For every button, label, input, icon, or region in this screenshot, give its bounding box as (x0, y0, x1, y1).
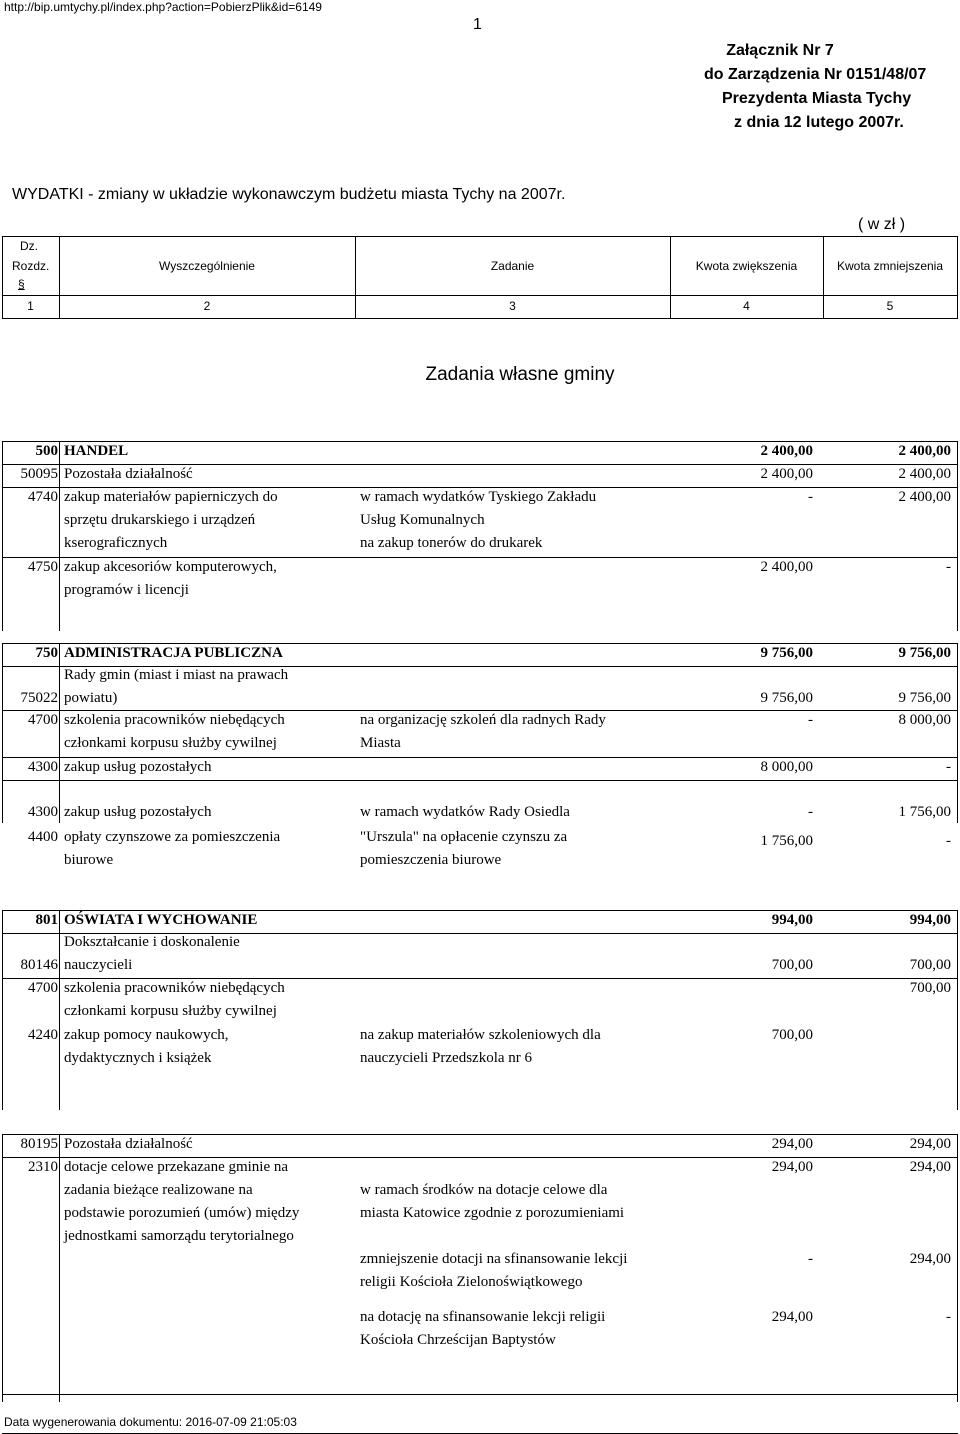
header-num-3: 3 (509, 299, 516, 313)
row-description: zakup akcesoriów komputerowych, (64, 559, 277, 575)
amount-decrease: - (946, 833, 951, 849)
row-rule (2, 487, 958, 488)
column-rule (2, 1134, 3, 1402)
row-code: 500 (35, 443, 58, 459)
page-number: 1 (473, 16, 482, 33)
amount-decrease: 700,00 (909, 980, 951, 996)
document-title: WYDATKI - zmiany w układzie wykonawczym budżetu miasta Tychy na 2007r. (12, 186, 566, 203)
amount-decrease: 9 756,00 (898, 645, 951, 661)
column-rule (2, 643, 3, 823)
column-rule (957, 441, 958, 631)
amount-decrease: - (946, 559, 951, 575)
section-title: Zadania własne gminy (425, 364, 615, 385)
row-description: powiatu) (64, 690, 118, 706)
column-rule (59, 910, 60, 1110)
row-code: 4700 (28, 712, 58, 728)
column-rule (59, 643, 60, 823)
row-task: w ramach wydatków Rady Osiedla (360, 804, 570, 820)
amount-decrease: 1 756,00 (898, 804, 951, 820)
column-rule (2, 441, 3, 631)
amount-decrease: 9 756,00 (898, 690, 951, 706)
row-description: opłaty czynszowe za pomieszczenia (64, 829, 281, 845)
amount-increase: 700,00 (771, 957, 813, 973)
amount-increase: 994,00 (771, 912, 813, 928)
row-description: kserograficznych (64, 535, 168, 551)
amount-decrease: 8 000,00 (898, 712, 951, 728)
column-rule (957, 643, 958, 823)
header-num-4: 4 (743, 299, 750, 313)
amount-increase: 2 400,00 (760, 559, 813, 575)
amount-decrease: 2 400,00 (898, 489, 951, 505)
row-code: 4700 (28, 980, 58, 996)
row-description: sprzętu drukarskiego i urządzeń (64, 512, 256, 528)
header-num-2: 2 (203, 299, 211, 313)
header-kwota-zwiekszenia: Kwota zwiększenia (695, 259, 798, 273)
row-code: 4240 (28, 1027, 58, 1043)
row-description: zakup usług pozostałych (64, 804, 212, 820)
row-code: 50095 (20, 466, 58, 482)
row-description: członkami korpusu służby cywilnej (64, 1003, 277, 1019)
row-rule (2, 1134, 958, 1135)
header-zadanie: Zadanie (490, 259, 535, 273)
amount-increase: 2 400,00 (760, 443, 813, 459)
row-task: zmniejszenie dotacji na sfinansowanie lekcji (360, 1251, 628, 1267)
row-task: Miasta (360, 735, 401, 751)
amount-increase: 9 756,00 (760, 690, 813, 706)
header-kwota-zmniejszenia: Kwota zmniejszenia (836, 259, 944, 273)
amount-decrease: 294,00 (909, 1159, 951, 1175)
row-description: szkolenia pracowników niebędących (64, 712, 285, 728)
column-rule (59, 1134, 60, 1402)
header-wyszczegolnienie: Wyszczególnienie (159, 259, 255, 273)
header-bottom-border (2, 318, 958, 319)
generation-date: Data wygenerowania dokumentu: 2016-07-09 21:05:03 (4, 1415, 297, 1429)
row-description: szkolenia pracowników niebędących (64, 980, 285, 996)
row-rule (2, 910, 958, 911)
row-description: zakup materiałów papierniczych do (64, 489, 278, 505)
header-rozdz: Rozdz. (12, 259, 50, 273)
row-task: Usług Komunalnych (360, 512, 485, 528)
amount-increase: 294,00 (771, 1136, 813, 1152)
row-code: 4400 (28, 829, 58, 845)
header-col-border (957, 236, 958, 318)
header-num-5: 5 (886, 299, 894, 313)
row-code: 75022 (20, 690, 58, 706)
row-code: 750 (35, 645, 58, 661)
row-task: nauczycieli Przedszkola nr 6 (360, 1050, 533, 1066)
row-description: Pozostała działalność (64, 1136, 193, 1152)
row-rule (2, 978, 958, 979)
header-mid-border (2, 295, 958, 296)
row-rule (2, 757, 958, 758)
column-rule (957, 1134, 958, 1402)
amount-increase: - (808, 712, 813, 728)
amount-increase: 294,00 (771, 1309, 813, 1325)
row-task: na organizację szkoleń dla radnych Rady (360, 712, 606, 728)
row-code: 4750 (28, 559, 58, 575)
row-description: OŚWIATA I WYCHOWANIE (64, 912, 258, 928)
row-rule (2, 464, 958, 465)
row-description: dotacje celowe przekazane gminie na (64, 1159, 289, 1175)
source-url: http://bip.umtychy.pl/index.php?action=PobierzPlik&id=6149 (4, 0, 322, 14)
row-rule (2, 780, 958, 781)
row-task: na dotację na sfinansowanie lekcji religii (360, 1309, 606, 1325)
row-description: ADMINISTRACJA PUBLICZNA (64, 645, 283, 661)
annex-line-4: z dnia 12 lutego 2007r. (734, 114, 904, 131)
row-description: Dokształcanie i doskonalenie (64, 934, 240, 950)
row-rule (2, 710, 958, 711)
row-code: 4300 (28, 759, 58, 775)
row-code: 4740 (28, 489, 58, 505)
amount-increase: - (808, 1251, 813, 1267)
amount-increase: 294,00 (771, 1159, 813, 1175)
row-description: biurowe (64, 852, 114, 868)
row-description: zadania bieżące realizowane na (64, 1182, 253, 1198)
amount-increase: - (808, 804, 813, 820)
row-code: 4300 (28, 804, 58, 820)
row-description: HANDEL (64, 443, 129, 459)
row-rule (2, 1157, 958, 1158)
amount-increase: 9 756,00 (760, 645, 813, 661)
row-code: 80146 (20, 957, 58, 973)
amount-decrease: 2 400,00 (898, 466, 951, 482)
unit-label: ( w zł ) (858, 216, 906, 233)
amount-decrease: 700,00 (909, 957, 951, 973)
header-num-1: 1 (27, 299, 34, 313)
row-code: 801 (35, 912, 58, 928)
header-dz: Dz. (20, 239, 38, 253)
header-paragraph: § (18, 277, 25, 291)
row-code: 2310 (28, 1159, 58, 1175)
amount-increase: 2 400,00 (760, 466, 813, 482)
row-description: zakup pomocy naukowych, (64, 1027, 229, 1043)
amount-increase: 1 756,00 (760, 833, 813, 849)
amount-decrease: 994,00 (909, 912, 951, 928)
row-task: miasta Katowice zgodnie z porozumieniami (360, 1205, 625, 1221)
annex-line-3: Prezydenta Miasta Tychy (722, 90, 912, 107)
row-task: w ramach wydatków Tyskiego Zakładu (360, 489, 597, 505)
row-rule (2, 643, 958, 644)
amount-decrease: - (946, 1309, 951, 1325)
row-task: "Urszula" na opłacenie czynszu za (360, 829, 568, 845)
annex-line-1: Załącznik Nr 7 (726, 42, 834, 59)
row-description: zakup usług pozostałych (64, 759, 212, 775)
row-task: na zakup tonerów do drukarek (360, 535, 543, 551)
row-description: programów i licencji (64, 582, 189, 598)
row-description: dydaktycznych i książek (64, 1050, 212, 1066)
amount-decrease: 294,00 (909, 1136, 951, 1152)
amount-increase: 8 000,00 (760, 759, 813, 775)
row-task: Kościoła Chrześcijan Baptystów (360, 1332, 556, 1348)
row-rule (2, 557, 958, 558)
row-description: jednostkami samorządu terytorialnego (64, 1228, 294, 1244)
row-description: nauczycieli (64, 957, 133, 973)
amount-decrease: - (946, 759, 951, 775)
row-task: religii Kościoła Zielonoświątkowego (360, 1274, 583, 1290)
row-rule (2, 1394, 958, 1395)
amount-decrease: 294,00 (909, 1251, 951, 1267)
row-description: Pozostała działalność (64, 466, 193, 482)
column-rule (957, 910, 958, 1110)
row-task: na zakup materiałów szkoleniowych dla (360, 1027, 601, 1043)
amount-decrease: 2 400,00 (898, 443, 951, 459)
row-description: Rady gmin (miast i miast na prawach (64, 667, 289, 683)
row-description: członkami korpusu służby cywilnej (64, 735, 277, 751)
amount-increase: 700,00 (771, 1027, 813, 1043)
column-rule (2, 910, 3, 1110)
annex-line-2: do Zarządzenia Nr 0151/48/07 (704, 66, 927, 83)
row-description: podstawie porozumień (umów) między (64, 1205, 300, 1221)
header-top-border (2, 236, 958, 237)
row-code: 80195 (20, 1136, 58, 1152)
row-task: w ramach środków na dotacje celowe dla (360, 1182, 608, 1198)
amount-increase: - (808, 489, 813, 505)
column-rule (59, 441, 60, 631)
row-rule (2, 441, 958, 442)
row-task: pomieszczenia biurowe (360, 852, 502, 868)
